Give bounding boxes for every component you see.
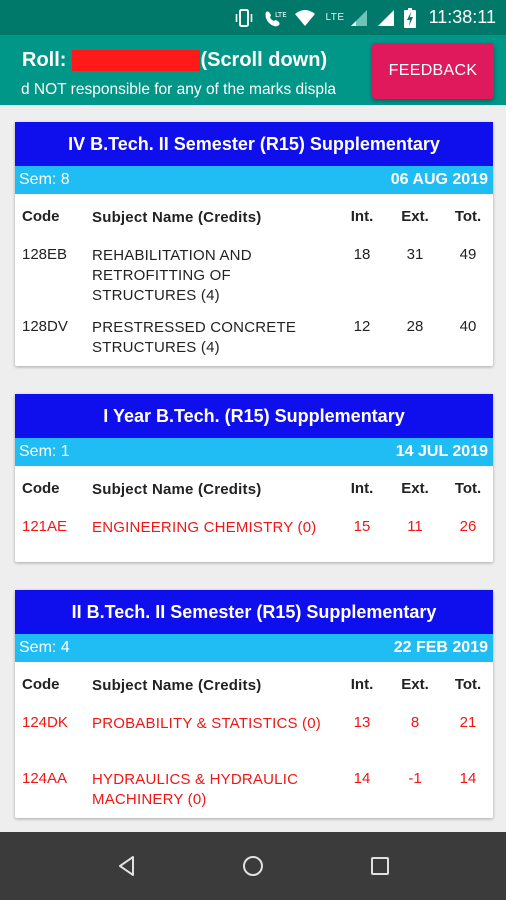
signal-full-icon (377, 9, 395, 27)
external-marks: 11 (407, 518, 423, 535)
result-card (15, 122, 493, 366)
total-header: Tot. (454, 208, 482, 225)
result-card (15, 394, 493, 562)
status-clock: 11:38:11 (428, 7, 496, 27)
internal-marks: 18 (353, 246, 371, 263)
exam-title: I Year B.Tech. (R15) Supplementary (15, 394, 493, 438)
exam-title: II B.Tech. II Semester (R15) Supplementary (15, 590, 493, 634)
external-marks: -1 (408, 770, 422, 787)
total-marks: 40 (459, 318, 477, 335)
code-header: Code (22, 208, 60, 225)
internal-header: Int. (350, 208, 374, 225)
disclaimer-marquee: d NOT responsible for any of the marks displa (21, 81, 337, 98)
back-icon[interactable] (111, 850, 143, 882)
semester-bar (15, 438, 493, 466)
subject-code: 128EB (22, 246, 68, 263)
table-header (15, 662, 493, 702)
navigation-bar (0, 832, 506, 900)
vibrate-icon (234, 9, 254, 27)
semester-label: Sem: 1 (19, 443, 70, 460)
table-header (15, 466, 493, 506)
subject-name: PROBABILITY & STATISTICS (0) (92, 715, 321, 732)
total-marks: 26 (459, 518, 477, 535)
wifi-calling-icon (263, 9, 288, 27)
external-marks: 28 (406, 318, 424, 335)
table-row (15, 234, 493, 306)
wifi-icon (294, 9, 316, 27)
roll-number-redacted (72, 50, 200, 71)
subject-name: ENGINEERING CHEMISTRY (0) (92, 519, 317, 536)
total-marks: 14 (459, 770, 477, 787)
table-row (15, 506, 493, 562)
semester-bar (15, 166, 493, 194)
scroll-hint: (Scroll down) (200, 49, 328, 71)
semester-label: Sem: 4 (19, 639, 70, 656)
semester-bar (15, 634, 493, 662)
subject-name: HYDRAULICS & HYDRAULIC MACHINERY (0) (92, 771, 299, 808)
exam-date: 22 FEB 2019 (393, 639, 488, 656)
table-header (15, 194, 493, 234)
exam-date: 14 JUL 2019 (395, 443, 488, 460)
status-bar (0, 0, 506, 35)
total-marks: 21 (459, 714, 477, 731)
table-row (15, 702, 493, 758)
total-header: Tot. (454, 480, 482, 497)
subject-code: 124AA (22, 770, 68, 787)
subject-name: PRESTRESSED CONCRETE STRUCTURES (4) (92, 319, 297, 356)
battery-charging-icon (404, 8, 416, 28)
recents-icon[interactable] (364, 850, 396, 882)
external-marks: 8 (410, 714, 420, 731)
internal-header: Int. (350, 676, 374, 693)
roll-label: Roll: (22, 49, 67, 71)
subject-header: Subject Name (Credits) (92, 481, 262, 498)
table-row (15, 758, 493, 818)
internal-marks: 14 (353, 770, 371, 787)
results-list[interactable] (15, 122, 493, 846)
external-header: Ext. (401, 480, 429, 497)
table-row (15, 306, 493, 366)
internal-marks: 13 (353, 714, 371, 731)
exam-title: IV B.Tech. II Semester (R15) Supplementary (15, 122, 493, 166)
result-card (15, 590, 493, 818)
total-marks: 49 (459, 246, 477, 263)
internal-marks: 15 (353, 518, 371, 535)
code-header: Code (22, 676, 60, 693)
subject-header: Subject Name (Credits) (92, 677, 262, 694)
feedback-button[interactable]: FEEDBACK (372, 43, 494, 99)
external-marks: 31 (406, 246, 424, 263)
total-header: Tot. (454, 676, 482, 693)
external-header: Ext. (401, 208, 429, 225)
subject-header: Subject Name (Credits) (92, 209, 262, 226)
subject-name: REHABILITATION AND RETROFITTING OF STRUCTURES (4) (92, 247, 252, 304)
home-icon[interactable] (237, 850, 269, 882)
code-header: Code (22, 480, 60, 497)
subject-code: 121AE (22, 518, 68, 535)
network-type-label: LTE (325, 12, 345, 23)
svg-text:LTE: LTE (275, 10, 288, 19)
app-header (0, 35, 506, 105)
roll-line (22, 49, 327, 72)
subject-code: 128DV (22, 318, 68, 335)
internal-marks: 12 (353, 318, 371, 335)
internal-header: Int. (350, 480, 374, 497)
semester-label: Sem: 8 (19, 171, 70, 188)
status-icons (234, 0, 496, 35)
exam-date: 06 AUG 2019 (390, 171, 488, 188)
subject-code: 124DK (22, 714, 68, 731)
signal-weak-icon (350, 9, 368, 27)
external-header: Ext. (401, 676, 429, 693)
